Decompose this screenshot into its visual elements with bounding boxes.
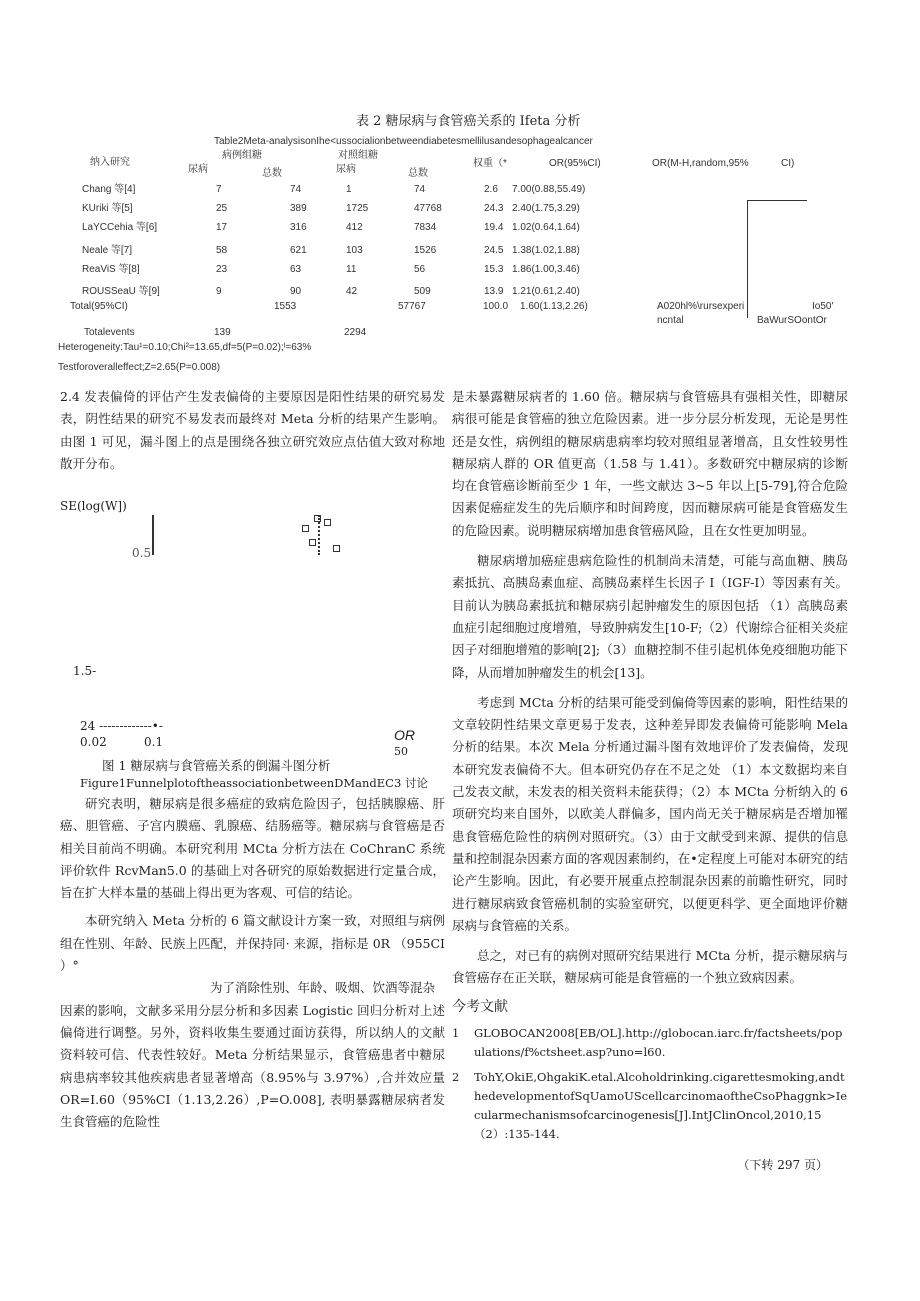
table-cell-w: 24.5 [484,245,504,256]
table-cell-study: ROUSSeaU 等[9] [82,286,160,297]
header-ctrl-group: 对照组糖 [338,150,378,161]
table-cell-or: 1.38(1.02,1.88) [512,245,580,256]
reference-text: GLOBOCAN2008[EB/OL].http://globocan.iarc.fr/factsheets/populations/f%ctsheet.asp?uno=l60. [474,1026,843,1060]
funnel-y-axis [152,515,154,555]
table-cell-c: 412 [346,222,363,233]
right-p4: 总之，对已有的病例对照研究结果进行 MCta 分析，提示糖尿病与食管癌存在正关联，糖尿病可能是食管癌的一个独立致病因素。 [452,948,848,986]
references-heading: 今考文献 [452,998,508,1015]
table-cell-or: 7.00(0.88,55.49) [512,184,586,195]
table-cell-study: Neale 等[7] [82,245,133,256]
table-cell-b: 316 [290,222,307,233]
funnel-point [314,515,321,522]
events-ctrl: 2294 [344,327,367,338]
total-ctrl: 57767 [398,301,426,312]
header-case-dm: 尿病 [188,164,208,175]
table-cell-d: 47768 [414,203,442,214]
discussion-p2b: 为了消除性别、年龄、吸烟、饮酒等混杂 [210,980,436,996]
events-label: Totalevents [84,327,135,338]
funnel-point [333,545,340,552]
total-label: Total(95%CI) [70,301,128,312]
table-cell-a: 9 [216,286,222,297]
header-weight: 权重（* [473,158,507,169]
reference-number: 2 [452,1070,460,1085]
table-cell-c: 42 [346,286,358,297]
table-title: 表 2 糖尿病与食管癌关系的 Ifeta 分析 [356,114,581,129]
right-p3: 考虑到 MCta 分析的结果可能受到偏倚等因素的影响，阳性结果的文章较阴性结果文章更易于发表，这种差异即发表偏倚可能影响 Mela 分析的结果。本次 Mela 分析通过漏斗图有效地评价了发表偏倚，发现本研究发表偏倚不大。但本研究仍存在不足之处 （1）本文数据均来自己发表文献，未发表的相关资料未能获得；（2）本 MCta 分析纳入的 6 项研究均来自国外，以欧美人群偏多，国内尚无关于糖尿病是否增加罹患食管癌危险性的病例对照研究。（3）由于文献受到来源、提供的信息量和控制混杂因素方面的客观因素制约，在•定程度上可能对本研究的结论产生影响。因此，有必要开展重点控制混杂因素的前瞻性研究，同时进行糖尿病致食管癌机制的实验室研究，以便更科学、更全面地评价糖尿病与食管癌的关系。 [452,694,848,933]
table-cell-c: 11 [346,264,357,275]
events-case: 139 [214,327,231,338]
table-cell-d: 74 [414,184,426,195]
axis-favours-right-2: BaWurSOontOr [757,315,827,326]
right-p2: 糖尿病增加癌症患病危险性的机制尚未清楚，可能与高血糖、胰岛素抵抗、高胰岛素血症、高胰岛素样生长因子 I（IGF-I）等因素有关。目前认为胰岛素抵抗和糖尿病引起肿瘤发生的原因包括 （1）高胰岛素血症引起细胞过度增殖，导致肿病发生[10-F;（2）代谢综合征相关炎症因子对细胞增殖的影响[2];（3）血糖控制不佳引起机体免疫细胞功能下降，从而增加肿瘤发生的机会[13]。 [452,553,848,680]
table-cell-or: 1.02(0.64,1.64) [512,222,580,233]
funnel-x-50: 50 [394,745,408,758]
table-cell-w: 15.3 [484,264,504,275]
table-cell-w: 13.9 [484,286,504,297]
table-cell-w: 24.3 [484,203,504,214]
discussion-p3: 因素的影响，文献多采用分层分析和多因素 Logistic 回归分析对上述偏倚进行调整。另外，资料收集生要通过面访获得，所以纳人的文献资料较可信、代表性较好。Meta 分析结果显示，食管癌患者中糖尿病患病率较其他疾病患者显著增高（8.95%与 3.97%）,合并效应量 OR=I.60（95%CI（1.13,2.26）,P=O.008], 表明暴露糖尿病者发生食管癌的危险性 [60,1002,445,1130]
overall-effect: Testforoveralleffect;Z=2.65(P=0.008) [58,362,221,373]
table-cell-d: 56 [414,264,426,275]
reference-text: TohY,OkiE,OhgakiK.etal.Alcoholdrinking.cigarettesmoking,andthedevelopmentofSqUamoUScellcarcinomaoftheCsoPhaggnk>Iecularmechanismsofcarcinogenesis[J].IntJClinOncol,2010,15（2）:135-144. [474,1070,848,1142]
table-cell-a: 7 [216,184,222,195]
header-study: 纳入研究 [90,157,130,168]
header-or-mh: OR(M-H,random,95% [652,158,749,169]
left-column [60,386,445,481]
funnel-point [302,525,309,532]
reference-item [452,1024,848,1062]
reference-number: 1 [452,1026,460,1041]
table-cell-or: 1.21(0.61,2.40) [512,286,580,297]
table-cell-b: 90 [290,286,302,297]
header-ctrl-total: 总数 [408,168,428,179]
table-cell-or: 2.40(1.75,3.29) [512,203,580,214]
funnel-x-01: 0.1 [144,735,164,749]
forest-null-line [747,200,748,318]
forest-axis-top [747,200,807,201]
table-cell-or: 1.86(1.00,3.46) [512,264,580,275]
table-cell-d: 1526 [414,245,437,256]
section-2-4: 2.4 发表偏倚的评估产生发表偏倚的主要原因是阳性结果的研究易发表，阴性结果的研究不易发表而最终对 Meta 分析的结果产生影响。由图 1 可见，漏斗图上的点是围绕各独立研究效应点估值大致对称地散开分布。 [60,389,445,471]
table-cell-b: 63 [290,264,302,275]
figure-caption: 图 1 糖尿病与食管癌关系的倒漏斗图分析 [102,758,331,773]
left-column-body [60,793,445,1139]
table-cell-study: ReaViS 等[8] [82,264,140,275]
axis-favours-left-2: ncntal [657,315,684,326]
right-column [452,386,848,1176]
total-case: 1553 [274,301,297,312]
funnel-ylabel: SE(log(W]) [60,499,127,513]
funnel-x-002: 0.02 [80,735,107,749]
table-cell-w: 2.6 [484,184,498,195]
heterogeneity: Heterogeneity:Tau¹=0.10;Chi²=13.65,df=5(P=0.02);ᴵ=63% [58,342,312,353]
continued-note: （下转 297 页） [737,1158,828,1173]
header-or: OR(95%CI) [549,158,601,169]
table-subtitle: Table2Meta-analysisonIhe<ussocialionbetweendiabetesmellilusandesophagealcancer [214,136,593,147]
axis-favours-right: Io50' [812,301,834,312]
table-cell-c: 1725 [346,203,369,214]
header-case-group: 病例组糖 [222,150,262,161]
funnel-y-15: 1.5- [73,664,97,678]
axis-favours-left: A020hl%\rursexperi [657,301,745,312]
funnel-point [309,539,316,546]
table-cell-d: 7834 [414,222,437,233]
table-cell-w: 19.4 [484,222,504,233]
header-case-total: 总数 [262,168,282,179]
table-cell-d: 509 [414,286,431,297]
total-weight: 100.0 [483,301,509,312]
table-cell-c: 103 [346,245,363,256]
table-cell-c: 1 [346,184,352,195]
discussion-p2: 本研究纳入 Meta 分析的 6 篇文献设计方案一致，对照组与病例组在性别、年龄、民族上匹配，并保持同· 来源，指标是 0R （955CI ）° [60,913,445,974]
total-or: 1.60(1.13,2.26) [520,301,588,312]
table-cell-a: 17 [216,222,228,233]
header-ctrl-dm: 尿病 [336,164,356,175]
figure-caption-en: Figure1FunnelplotoftheassociationbetweenDMandEC3 讨论 [80,776,428,790]
table-cell-b: 389 [290,203,307,214]
table-cell-study: KUriki 等[5] [82,203,133,214]
table-cell-study: Chang 等[4] [82,184,136,195]
funnel-y-05: 0.5 [132,546,152,560]
table-cell-study: LaYCCehia 等[6] [82,222,158,233]
funnel-y-24: 24 -------------•- [80,719,163,733]
table-cell-b: 74 [290,184,302,195]
funnel-point [324,519,331,526]
header-ci: CI) [781,158,795,169]
discussion-p1: 研究表明，糖尿病是很多癌症的致病危险因子，包括胰腺癌、肝癌、胆管癌、子宫内膜癌、乳腺癌、结肠癌等。糖尿病与食管癌是否相关目前尚不明确。本研究利用 MCta 分析方法在 CoChranC 系统评价软件 RcvMan5.0 的基础上对各研究的原始数据进行定量合成，旨在扩大样本量的基础上得出更为客观、可信的结论。 [60,796,445,901]
funnel-x-label: OR [394,727,415,743]
right-p1: 是未暴露糖尿病者的 1.60 倍。糖尿病与食管癌具有强相关性，即糖尿病很可能是食管癌的独立危险因素。进一步分层分析发现，无论是男性还是女性，病例组的糖尿病患病率均较对照组显著增高，且女性较男性糖尿病人群的 OR 值更高（1.58 与 1.41）。多数研究中糖尿病的诊断均在食管癌诊断前至少 1 年，一些文献达 3~5 年以上[5-79],符合危险因素促癌症发生的先后顺序和时间跨度，因而糖尿病可能是食管癌发生的危险因素。说明糖尿病增加患食管癌风险，且在女性更加明显。 [452,389,848,538]
table-cell-a: 25 [216,203,228,214]
references-list [452,1024,848,1144]
reference-item [452,1068,848,1144]
table-cell-b: 621 [290,245,307,256]
table-cell-a: 58 [216,245,228,256]
table-cell-a: 23 [216,264,228,275]
